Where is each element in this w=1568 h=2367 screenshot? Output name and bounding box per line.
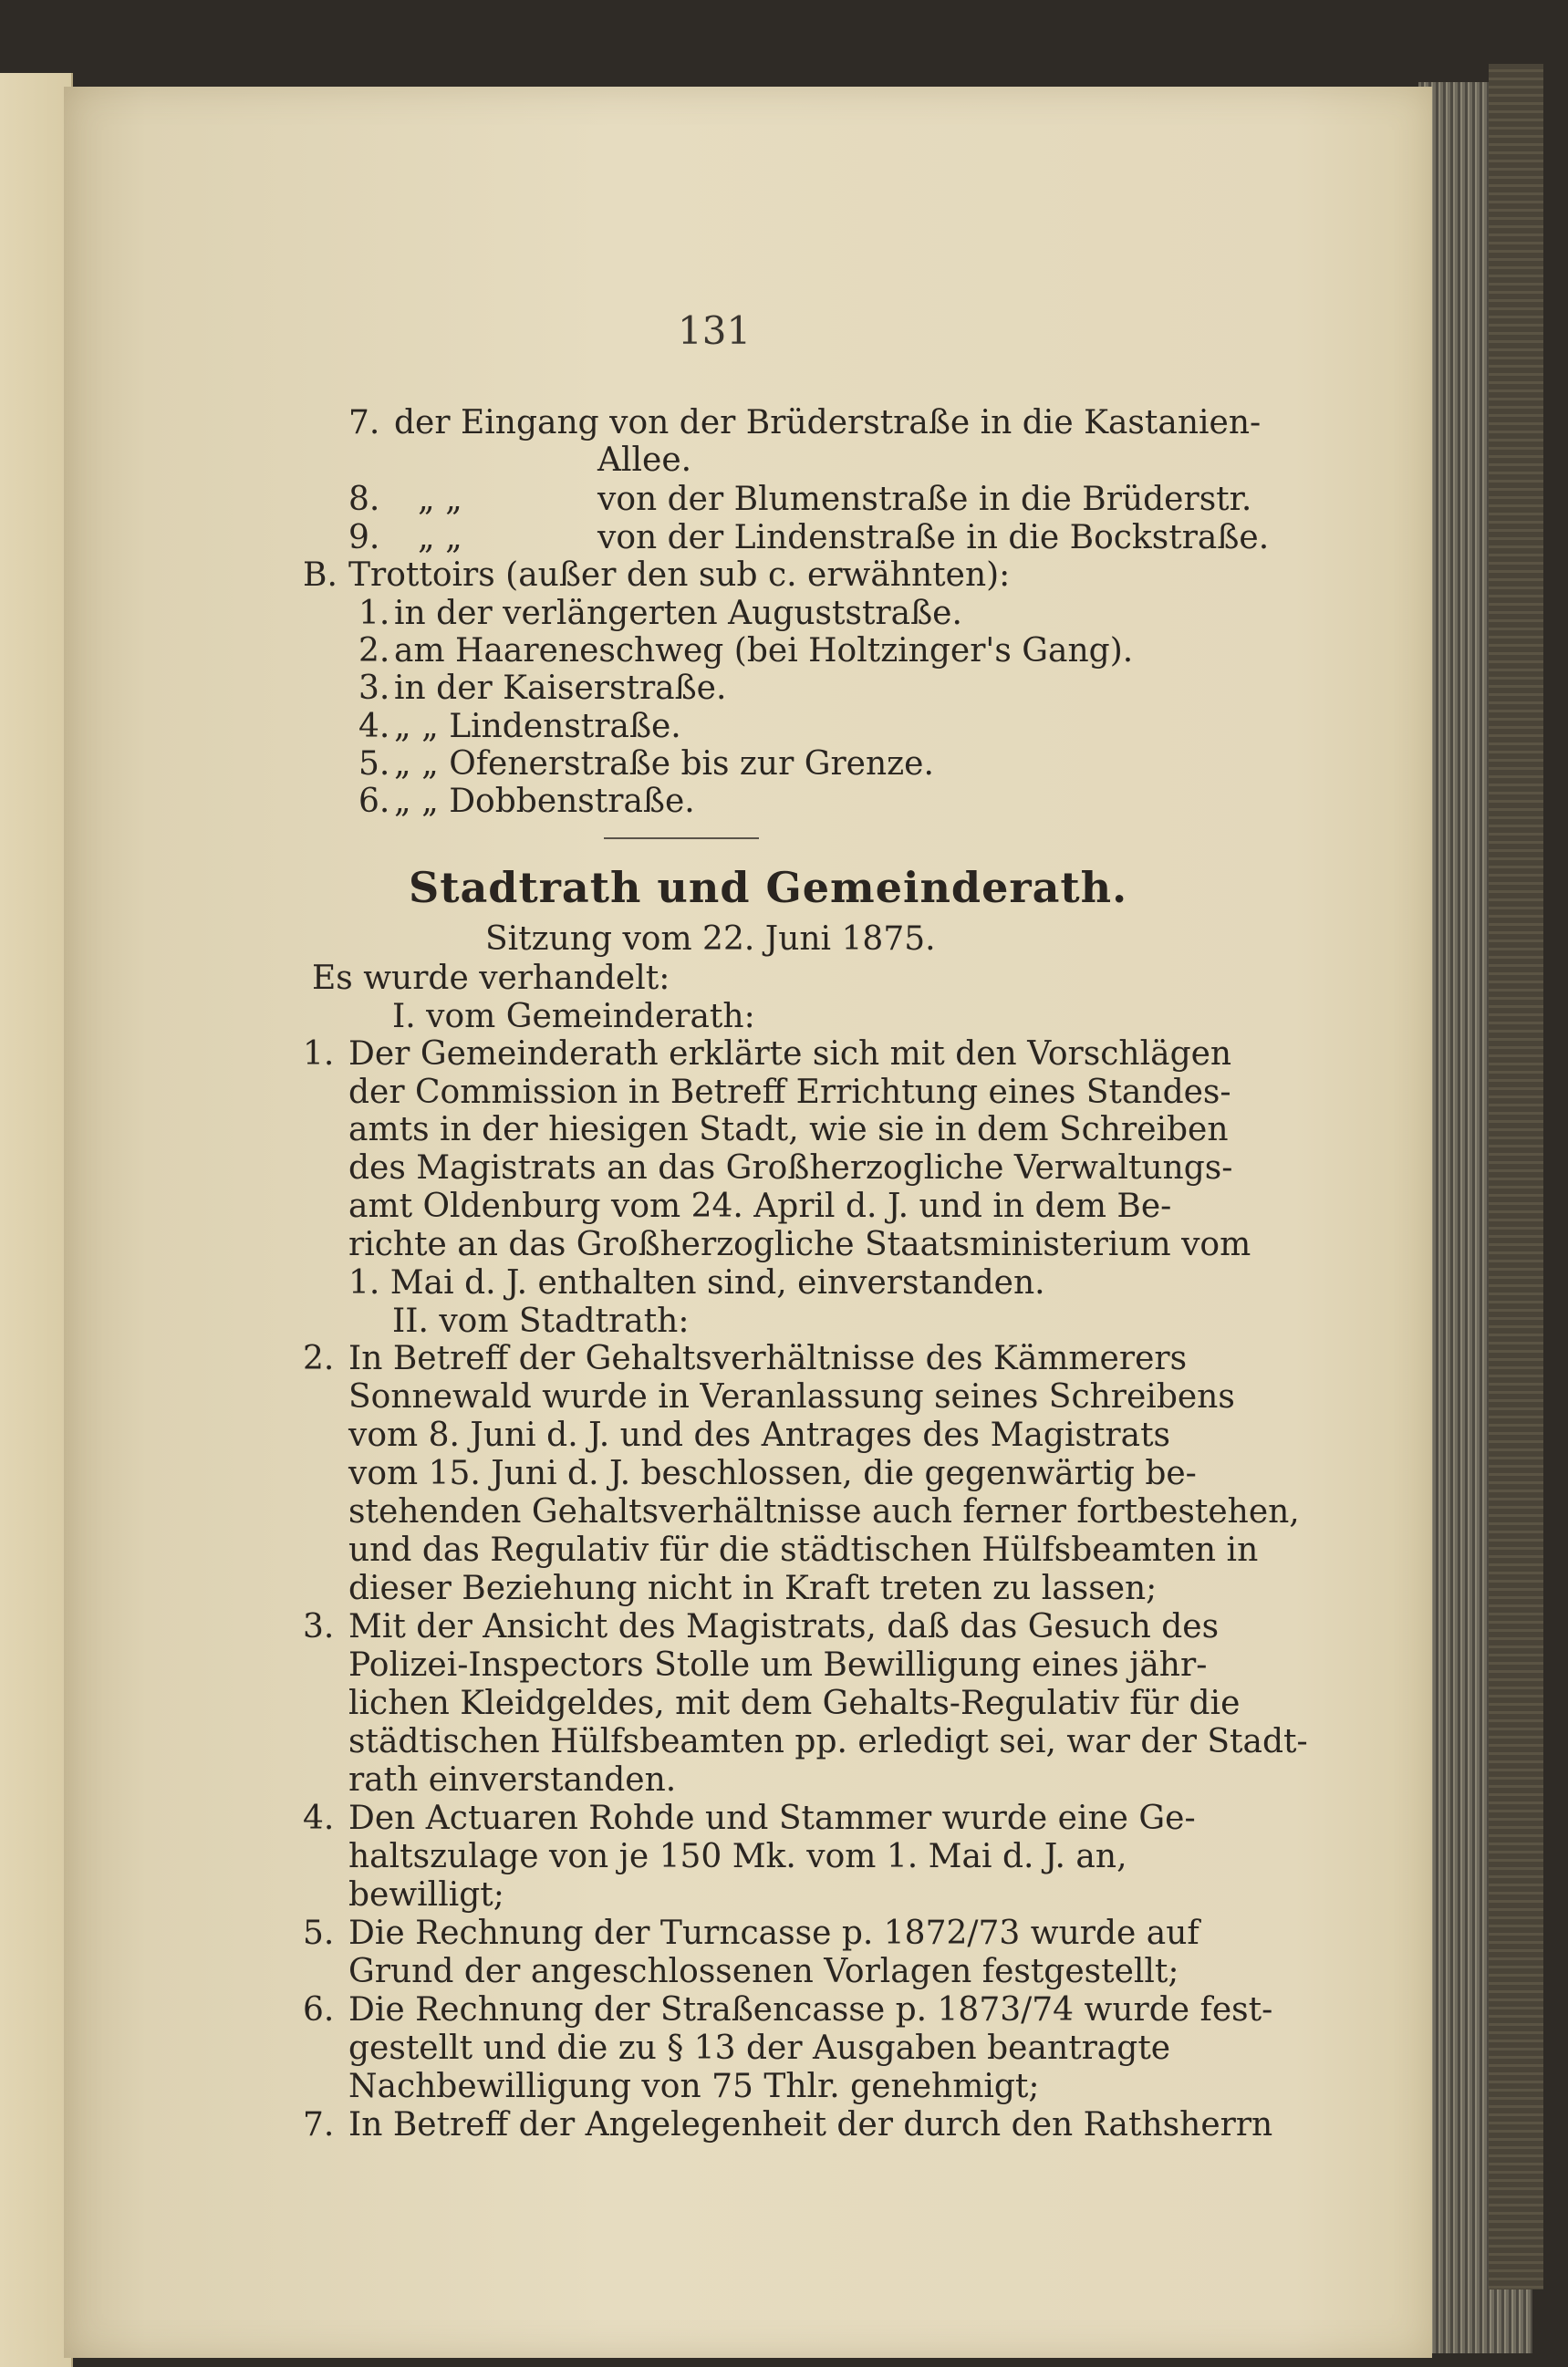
ditto-marks: „ „ xyxy=(418,519,462,556)
ditto-marks: „ „ xyxy=(418,481,462,518)
paragraph-line: amt Oldenburg vom 24. April d. J. und in dem Be- xyxy=(348,1188,1172,1225)
item-number: 1. xyxy=(303,1035,335,1073)
list-number: 1. xyxy=(358,595,390,632)
paragraph-line: gestellt und die zu § 13 der Ausgaben beantragte xyxy=(348,2030,1171,2067)
list-item-text: von der Blumenstraße in die Brüderstr. xyxy=(597,481,1252,518)
list-item-text: der Eingang von der Brüderstraße in die Kastanien- xyxy=(394,404,1262,441)
list-item-text: in der Kaiserstraße. xyxy=(394,670,727,707)
section-label: B. xyxy=(303,556,337,594)
facing-page-edge xyxy=(0,73,73,2367)
list-item-text: „ „ Ofenerstraße bis zur Grenze. xyxy=(394,745,934,783)
paragraph-line: rath einverstanden. xyxy=(348,1761,677,1799)
paragraph-line: lichen Kleidgeldes, mit dem Gehalts-Regulativ für die xyxy=(348,1685,1241,1722)
list-number: 3. xyxy=(358,670,390,707)
section-title: Trottoirs (außer den sub c. erwähnten): xyxy=(348,556,1011,594)
paragraph-line: stehenden Gehaltsverhältnisse auch ferner fortbestehen, xyxy=(348,1493,1300,1531)
list-number: 5. xyxy=(358,745,390,783)
subsection-heading: II. vom Stadtrath: xyxy=(392,1303,690,1340)
paragraph-line: bewilligt; xyxy=(348,1876,504,1914)
paragraph-line: In Betreff der Gehaltsverhältnisse des Kämmerers xyxy=(348,1340,1188,1377)
paragraph-line: vom 15. Juni d. J. beschlossen, die gegenwärtig be- xyxy=(348,1455,1197,1492)
intro-line: Es wurde verhandelt: xyxy=(312,960,670,997)
list-number: 9. xyxy=(348,519,380,556)
list-item-text: am Haareneschweg (bei Holtzinger's Gang). xyxy=(394,632,1134,670)
list-number: 4. xyxy=(358,708,390,745)
paragraph-line: Polizei-Inspectors Stolle um Bewilligung eines jähr- xyxy=(348,1646,1208,1684)
paragraph-line: Sonnewald wurde in Veranlassung seines Schreibens xyxy=(348,1378,1235,1416)
paragraph-line: 1. Mai d. J. enthalten sind, einverstanden. xyxy=(348,1264,1045,1302)
list-item-text: von der Lindenstraße in die Bockstraße. xyxy=(597,519,1270,556)
item-number: 7. xyxy=(303,2106,335,2144)
book-cover-edge xyxy=(1489,64,1543,2289)
paragraph-line: Mit der Ansicht des Magistrats, daß das Gesuch des xyxy=(348,1608,1220,1645)
paragraph-line: Den Actuaren Rohde und Stammer wurde eine Ge- xyxy=(348,1800,1196,1837)
list-number: 6. xyxy=(358,783,390,820)
list-item-text: in der verlängerten Auguststraße. xyxy=(394,595,962,632)
item-number: 3. xyxy=(303,1608,335,1645)
list-number: 2. xyxy=(358,632,390,670)
paragraph-line: vom 8. Juni d. J. und des Antrages des Magistrats xyxy=(348,1417,1171,1454)
item-number: 2. xyxy=(303,1340,335,1377)
list-number: 8. xyxy=(348,481,380,518)
item-number: 6. xyxy=(303,1991,335,2029)
paragraph-line: In Betreff der Angelegenheit der durch den Rathsherrn xyxy=(348,2106,1273,2144)
paragraph-line: der Commission in Betreff Errichtung eines Standes- xyxy=(348,1074,1231,1111)
list-item-text: „ „ Lindenstraße. xyxy=(394,708,681,745)
paragraph-line: Der Gemeinderath erklärte sich mit den Vorschlägen xyxy=(348,1035,1232,1073)
paragraph-line: und das Regulativ für die städtischen Hülfsbeamten in xyxy=(348,1531,1259,1569)
item-number: 5. xyxy=(303,1915,335,1952)
paragraph-line: dieser Beziehung nicht in Kraft treten zu lassen; xyxy=(348,1570,1158,1607)
list-number: 7. xyxy=(348,404,380,441)
paragraph-line: Die Rechnung der Turncasse p. 1872/73 wurde auf xyxy=(348,1915,1199,1952)
item-number: 4. xyxy=(303,1800,335,1837)
paragraph-line: haltszulage von je 150 Mk. vom 1. Mai d. J. an, xyxy=(348,1838,1127,1875)
paragraph-line: Nachbewilligung von 75 Thlr. genehmigt; xyxy=(348,2068,1040,2105)
section-divider xyxy=(604,837,759,839)
paragraph-line: städtischen Hülfsbeamten pp. erledigt sei, war der Stadt- xyxy=(348,1723,1308,1760)
paragraph-line: des Magistrats an das Großherzogliche Verwaltungs- xyxy=(348,1149,1233,1187)
paragraph-line: amts in der hiesigen Stadt, wie sie in dem Schreiben xyxy=(348,1111,1229,1148)
paragraph-line: Grund der angeschlossenen Vorlagen festgestellt; xyxy=(348,1953,1179,1990)
paragraph-line: richte an das Großherzogliche Staatsministerium vom xyxy=(348,1226,1251,1263)
list-item-text: Allee. xyxy=(597,441,692,479)
paragraph-line: Die Rechnung der Straßencasse p. 1873/74 wurde fest- xyxy=(348,1991,1273,2029)
subsection-heading: I. vom Gemeinderath: xyxy=(392,998,755,1035)
session-date: Sitzung vom 22. Juni 1875. xyxy=(485,920,936,958)
list-item-text: „ „ Dobbenstraße. xyxy=(394,783,695,820)
page-number: 131 xyxy=(678,308,752,353)
section-heading: Stadtrath und Gemeinderath. xyxy=(409,863,1128,912)
